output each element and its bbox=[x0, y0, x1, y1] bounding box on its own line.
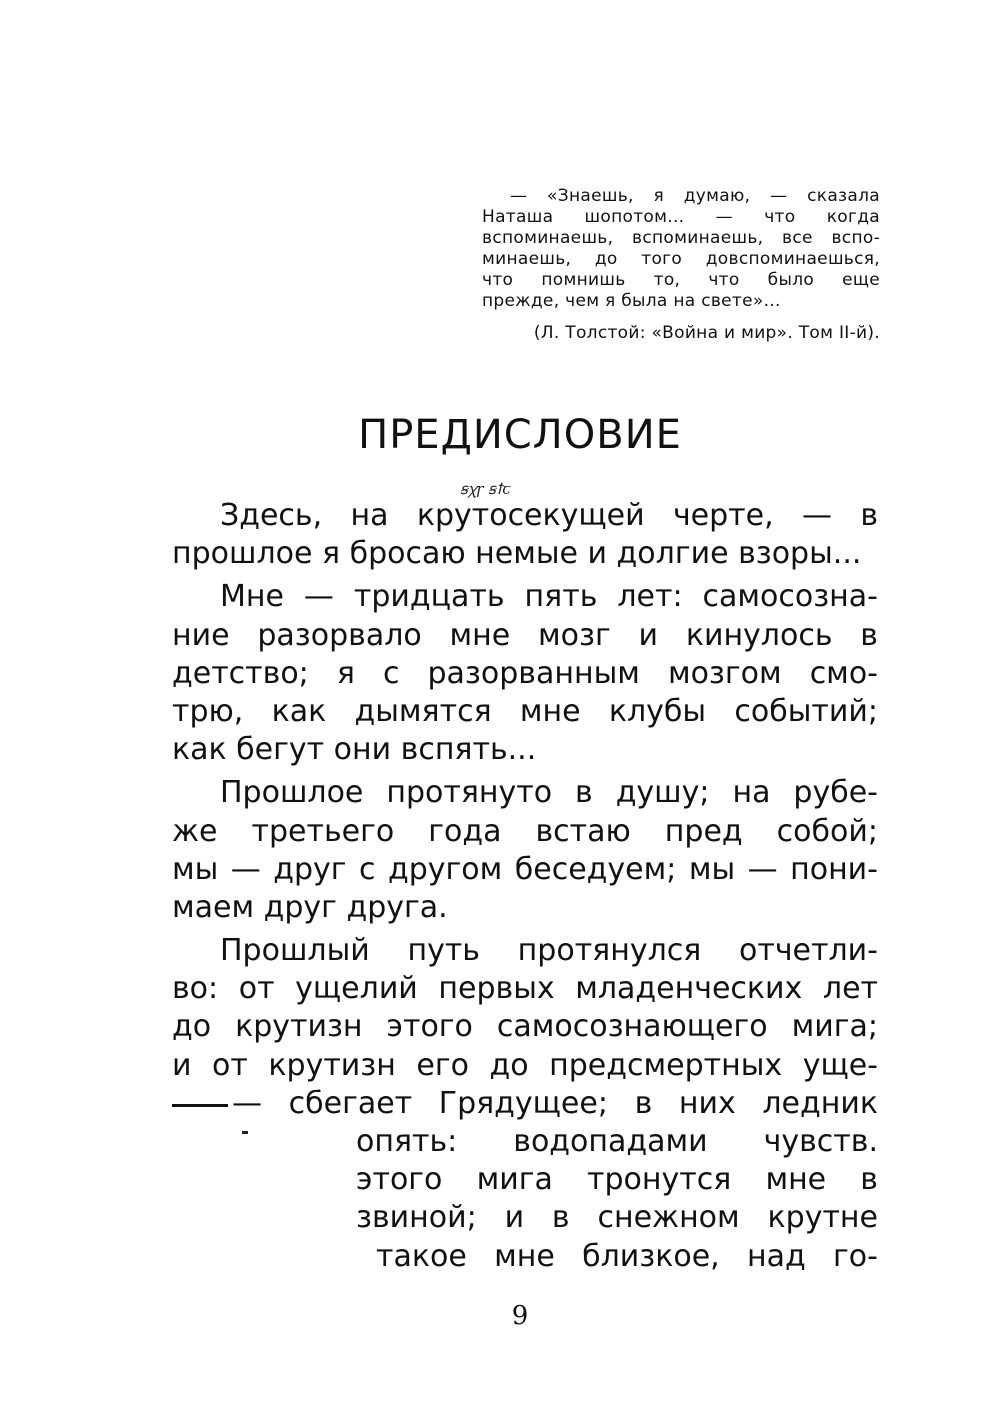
epigraph-line: Наташа шопотом... — что когда bbox=[482, 207, 880, 227]
text-line: звиной; и в снежном крутне bbox=[356, 1200, 878, 1236]
handwritten-annotation: ꞩꭓꞅ ꞩꝉꞇ bbox=[460, 480, 511, 498]
text-line: трю, как дымятся мне клубы событий; bbox=[172, 693, 878, 729]
epigraph bbox=[482, 186, 880, 312]
text-line: ние разорвало мне мозг и кинулось в bbox=[172, 617, 878, 653]
text-line: — сбегает Грядущее; в них ледник bbox=[232, 1085, 878, 1121]
epigraph-line: — «Знаешь, я думаю, — сказала bbox=[510, 186, 880, 206]
text-line: же третьего года встаю пред собой; bbox=[172, 813, 878, 849]
text-line: во: от ущелий первых младенческих лет bbox=[172, 971, 878, 1007]
epigraph-line: что помнишь то, что было еще bbox=[482, 270, 880, 290]
text-line: детство; я с разорванным мозгом смо- bbox=[172, 655, 878, 691]
epigraph-line: вспоминаешь, вспоминаешь, все вспо- bbox=[482, 228, 880, 248]
body-text bbox=[172, 497, 878, 1276]
text-line: мы — друг с другом беседуем; мы — пони- bbox=[172, 851, 878, 887]
text-line: Прошлый путь протянулся отчетли- bbox=[220, 933, 878, 969]
epigraph-line: минаешь, до того довспоминаешься, bbox=[482, 249, 880, 269]
ink-speck bbox=[242, 1131, 248, 1134]
struck-out-word bbox=[172, 1100, 228, 1107]
text-line: этого мига тронутся мне в bbox=[356, 1162, 878, 1198]
text-line: как бегут они вспять... bbox=[172, 732, 537, 768]
text-line: опять: водопадами чувств. bbox=[356, 1124, 878, 1159]
epigraph-source: (Л. Толстой: «Война и мир». Том II-й). bbox=[533, 323, 880, 343]
text-line-struck bbox=[172, 1085, 878, 1123]
text-line: до крутизн этого самосознающего мига; bbox=[172, 1009, 878, 1045]
text-line: маем друг друга. bbox=[172, 889, 448, 925]
text-line: и от крутизн его до предсмертных уще- bbox=[172, 1047, 878, 1083]
text-line: такое мне близкое, над го- bbox=[376, 1238, 878, 1274]
chapter-heading: ПРЕДИСЛОВИЕ bbox=[358, 412, 682, 458]
text-line: Здесь, на крутосекущей черте, — в bbox=[220, 498, 878, 533]
text-line: Прошлое протянуто в душу; на рубе- bbox=[220, 775, 878, 811]
epigraph-line: прежде, чем я была на свете»... bbox=[482, 291, 781, 311]
text-line: прошлое я бросаю немые и долгие взоры... bbox=[172, 536, 862, 572]
page-number: 9 bbox=[511, 1301, 529, 1331]
text-line: Мне — тридцать пять лет: самосозна- bbox=[220, 579, 878, 615]
